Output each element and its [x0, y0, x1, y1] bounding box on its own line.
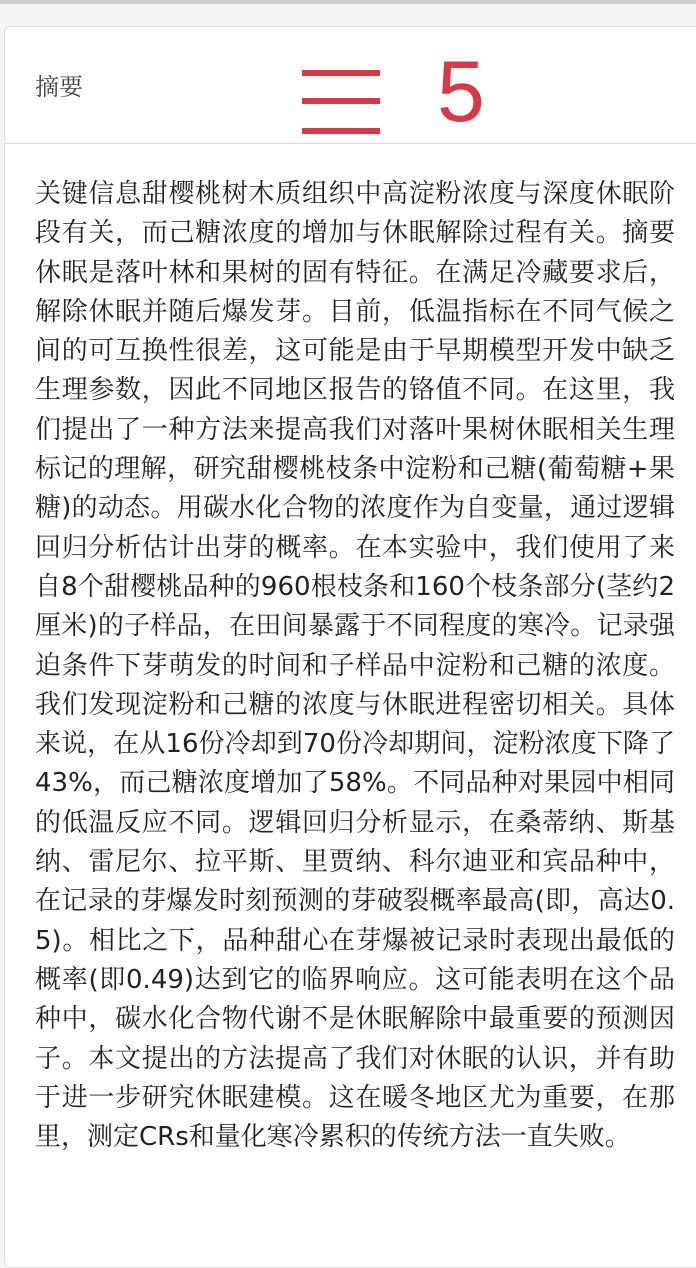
- menu-icon-bar-bottom: [302, 128, 380, 134]
- menu-icon-bar-top: [302, 70, 380, 76]
- menu-icon-bar-middle: [302, 98, 380, 104]
- page-title: 摘要: [35, 73, 83, 101]
- abstract-text: 关键信息甜樱桃树木质组织中高淀粉浓度与深度休眠阶段有关，而己糖浓度的增加与休眠解除过程有关。摘要休眠是落叶林和果树的固有特征。在满足冷藏要求后，解除休眠并随后爆发芽。目前，低温指标在不同气候之间的可互换性很差，这可能是由于早期模型开发中缺乏生理参数，因此不同地区报告的铬值不同。在这里，我们提出了一种方法来提高我们对落叶果树休眠相关生理标记的理解，研究甜樱桃枝条中淀粉和己糖(葡萄糖+果糖)的动态。用碳水化合物的浓度作为自变量，通过逻辑回归分析估计出芽的概率。在本实验中，我们使用了来自8个甜樱桃品种的960根枝条和160个枝条部分(茎约2厘米)的子样品，在田间暴露于不同程度的寒冷。记录强迫条件下芽萌发的时间和子样品中淀粉和己糖的浓度。我们发现淀粉和己糖的浓度与休眠进程密切相关。具体来说，在从16份冷却到70份冷却期间，淀粉浓度下降了43%，而己糖浓度增加了58%。不同品种对果园中相同的低温反应不同。逻辑回归分析显示，在桑蒂纳、斯基纳、雷尼尔、拉平斯、里贾纳、科尔迪亚和宾品种中，在记录的芽爆发时刻预测的芽破裂概率最高(即，高达0.5)。相比之下，品种甜心在芽爆被记录时表现出最低的概率(即0.49)达到它的临界响应。这可能表明在这个品种中，碳水化合物代谢不是休眠解除中最重要的预测因子。本文提出的方法提高了我们对休眠的认识，并有助于进一步研究休眠建模。这在暖冬地区尤为重要，在那里，测定CRs和量化寒冷累积的传统方法一直失败。: [35, 179, 675, 1153]
- count-badge: 5: [437, 44, 485, 140]
- abstract-card: [4, 26, 696, 1268]
- menu-icon[interactable]: [302, 70, 380, 134]
- top-divider: [0, 0, 696, 4]
- card-header: [5, 27, 696, 144]
